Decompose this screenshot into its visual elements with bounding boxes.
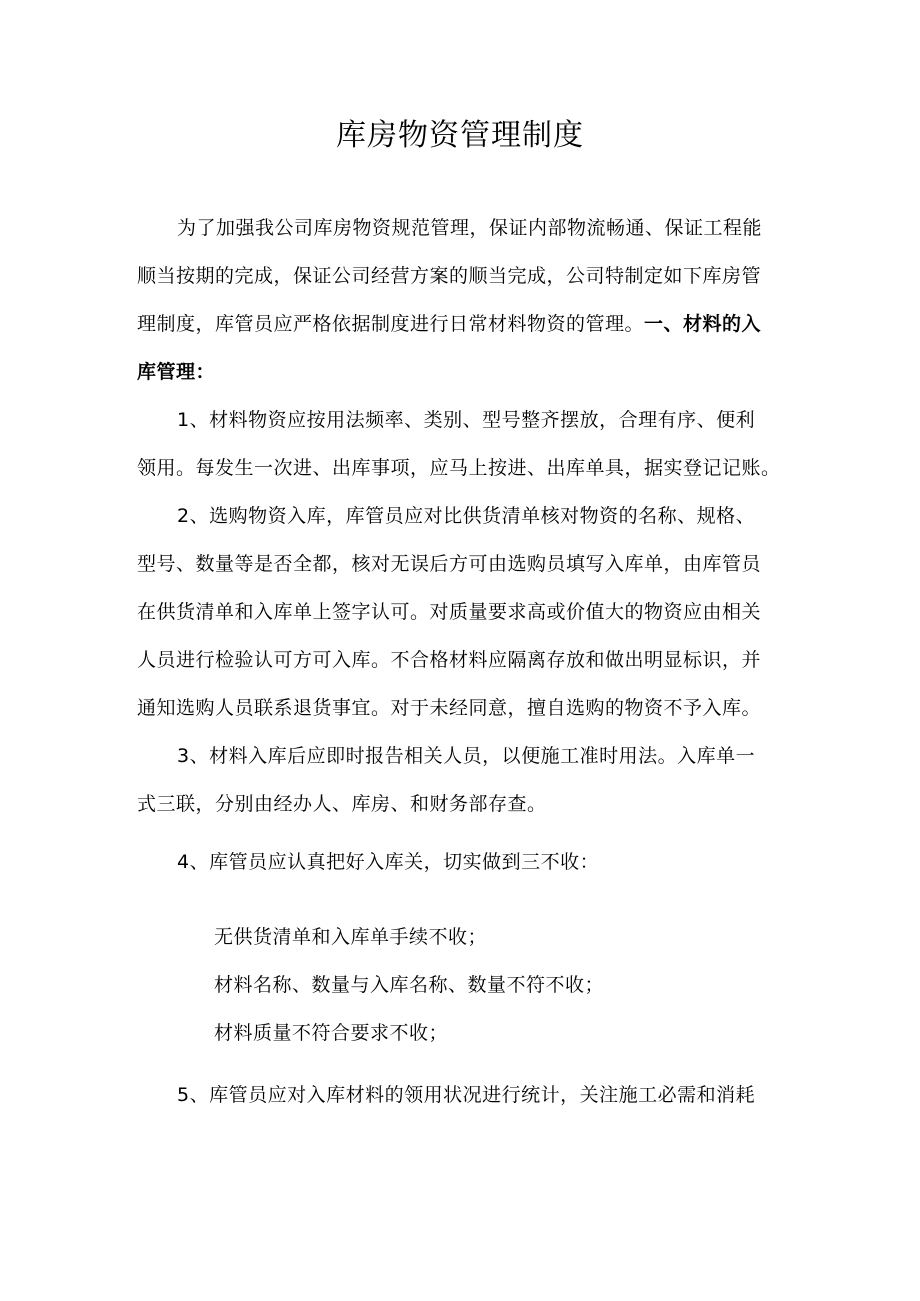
item-4-line-1: 4、库管员应认真把好入库关，切实做到三不收： [177, 851, 600, 873]
item-1-line-2: 领用。每发生一次进、出库事项，应马上按进、出库单具，据实登记记账。 [137, 457, 781, 479]
item-2-line-1: 2、选购物资入库，库管员应对比供货清单核对物资的名称、规格、 [177, 505, 756, 527]
item-3-line-1: 3、材料入库后应即时报告相关人员，以便施工准时用法。入库单一 [177, 745, 756, 767]
section-1-heading-end: 库管理： [137, 361, 216, 383]
item-2-line-2: 型号、数量等是否全都，核对无误后方可由选购员填写入库单，由库管员 [137, 553, 762, 575]
intro-line-1: 为了加强我公司库房物资规范管理，保证内部物流畅通、保证工程能 [177, 217, 763, 239]
document-title: 库房物资管理制度 [336, 118, 584, 153]
intro-line-3 [137, 310, 797, 338]
item-2-line-4: 人员进行检验认可方可入库。不合格材料应隔离存放和做出明显标识，并 [137, 649, 762, 671]
item-4-sub-2: 材料名称、数量与入库名称、数量不符不收； [214, 974, 605, 996]
item-5-line-1: 5、库管员应对入库材料的领用状况进行统计，关注施工必需和消耗 [177, 1084, 756, 1106]
item-2-line-5: 通知选购人员联系退货事宜。对于未经同意，擅自选购的物资不予入库。 [137, 697, 762, 719]
item-3-line-2: 式三联，分别由经办人、库房、和财务部存查。 [137, 793, 547, 815]
item-4-sub-1: 无供货清单和入库单手续不收； [214, 926, 488, 948]
item-1-line-1: 1、材料物资应按用法频率、类别、型号整齐摆放，合理有序、便利 [177, 409, 756, 431]
item-2-line-3: 在供货清单和入库单上签字认可。对质量要求高或价值大的物资应由相关 [137, 601, 762, 623]
item-4-sub-3: 材料质量不符合要求不收； [214, 1022, 449, 1044]
section-1-heading-start: 一、材料的入 [644, 313, 762, 335]
intro-line-2: 顺当按期的完成，保证公司经营方案的顺当完成，公司特制定如下库房管 [137, 265, 762, 287]
intro-line-3-text: 理制度，库管员应严格依据制度进行日常材料物资的管理。 [137, 313, 645, 335]
